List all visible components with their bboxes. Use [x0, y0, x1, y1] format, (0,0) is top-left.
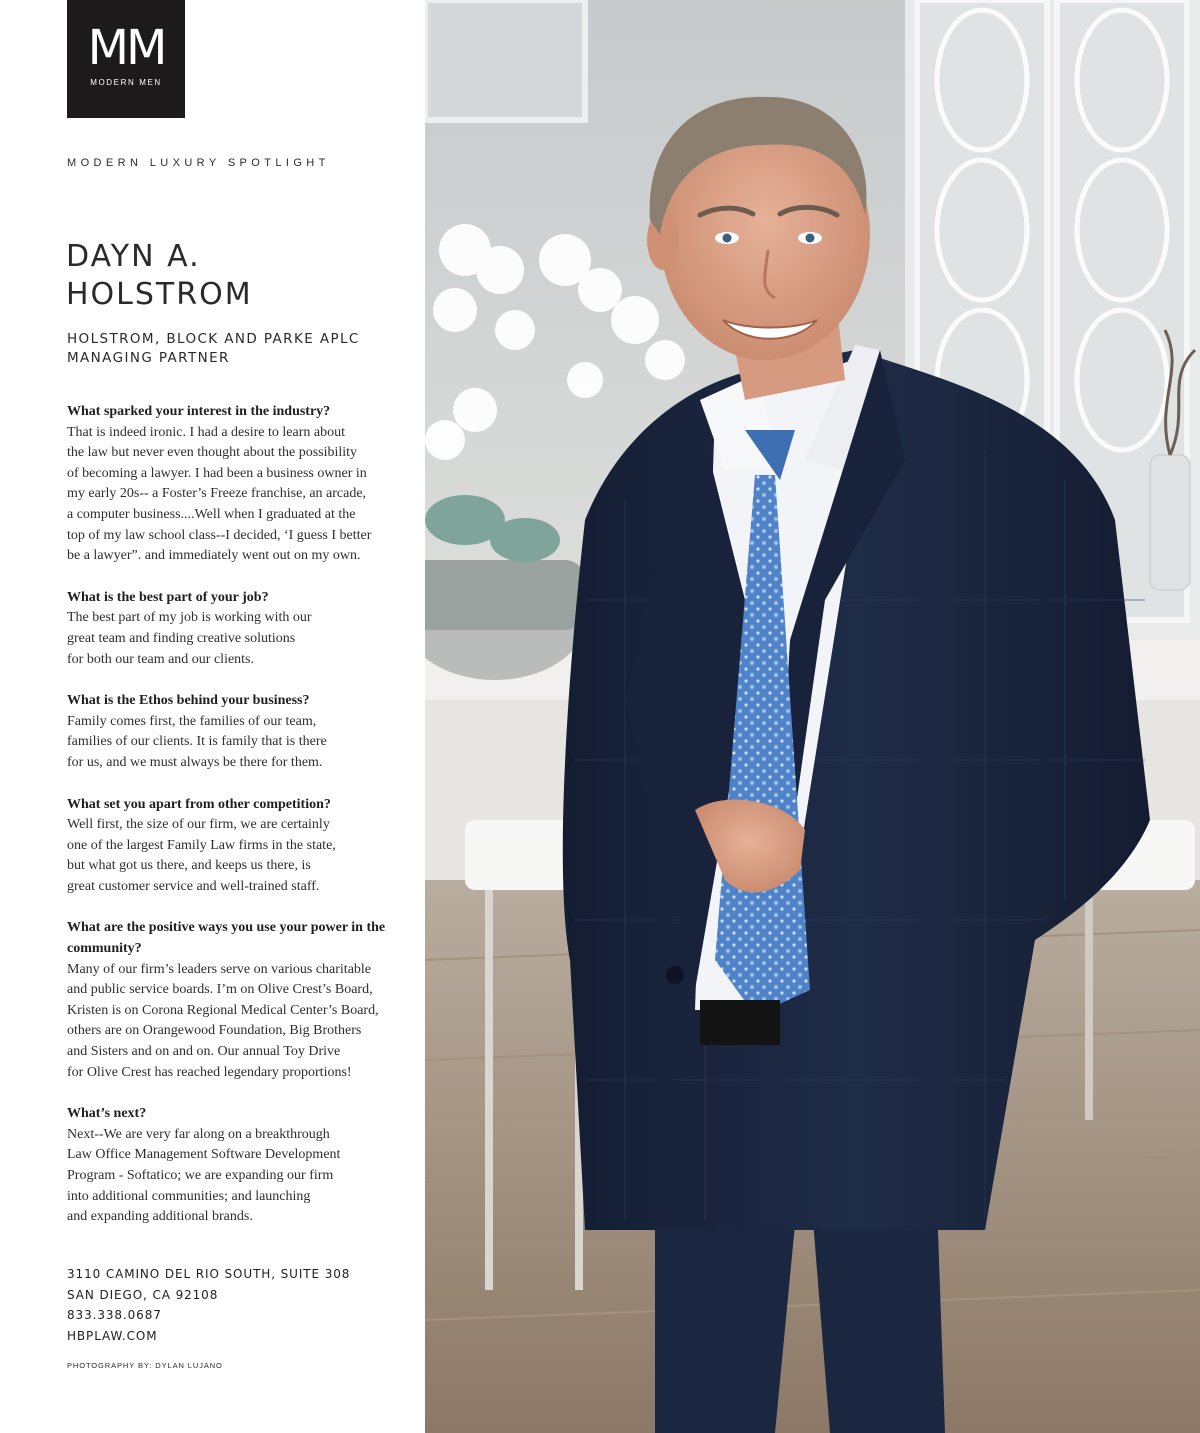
website-link[interactable]: HBPLAW.COM [67, 1328, 158, 1343]
company-name: HOLSTROM, BLOCK AND PARKE APLC [67, 331, 360, 347]
street-address: 3110 CAMINO DEL RIO SOUTH, SUITE 308 [67, 1267, 351, 1281]
answer: Well first, the size of our firm, we are certainly one of the largest Family Law firms in the state, but what got us there, and keeps us there, is great customer service and well-trained staff. [67, 817, 336, 894]
question: What is the Ethos behind your business? [67, 693, 310, 709]
photo-credit: PHOTOGRAPHY BY: DYLAN LUJANO [67, 1361, 223, 1370]
qa-item [67, 795, 412, 898]
question: What are the positive ways you use your power in the community? [67, 920, 386, 957]
qa-item [67, 1104, 412, 1228]
interview-qa [67, 402, 412, 1249]
qa-item [67, 588, 412, 670]
answer: Many of our firm’s leaders serve on various charitable and public service boards. I’m on Olive Crest’s Board, Kristen is on Corona Regional Medical Center’s Board, others are on Orangewood Foundation, Big Brothers and Sisters and on and on. Our annual Toy Drive for Olive Crest has reached legendary proportions! [67, 961, 379, 1080]
logo-subtitle: MODERN MEN [90, 78, 162, 87]
city-address: SAN DIEGO, CA 92108 [67, 1287, 219, 1302]
contact-block [67, 1264, 407, 1346]
portrait-photo [425, 0, 1200, 1433]
profile-name-line1: DAYN A. [66, 239, 201, 274]
qa-item [67, 918, 412, 1083]
qa-item [67, 691, 412, 773]
portrait-illustration [425, 0, 1200, 1433]
answer: Next--We are very far along on a breakthrough Law Office Management Software Development Program - Softatico; we are expanding our firm into additional communities; and launching and expanding additional brands. [67, 1126, 341, 1225]
qa-item [67, 402, 412, 567]
section-kicker: MODERN LUXURY SPOTLIGHT [67, 157, 330, 169]
company-title [67, 330, 407, 368]
profile-name-line2: HOLSTROM [66, 277, 253, 312]
answer: Family comes first, the families of our team, families of our clients. It is family that is there for us, and we must always be there for them. [67, 713, 327, 770]
article-text-column [0, 0, 425, 1433]
modern-men-logo [67, 0, 185, 118]
logo-mark: MM [87, 20, 165, 76]
phone-number[interactable]: 833.338.0687 [67, 1308, 162, 1322]
question: What sparked your interest in the industry? [67, 404, 331, 419]
question: What set you apart from other competition? [67, 796, 331, 812]
answer: The best part of my job is working with our great team and finding creative solutions for both our team and our clients. [67, 610, 312, 667]
answer: That is indeed ironic. I had a desire to learn about the law but never even thought about the possibility of becoming a lawyer. I had been a business owner in my early 20s-- a Foster’s Freeze franchise, an arcade, a computer business....Well when I graduated at the top of my law school class--I decided, ‘I guess I better be a lawyer”. and immediately went out on my own. [67, 424, 372, 564]
job-title: MANAGING PARTNER [67, 350, 230, 366]
question: What’s next? [67, 1106, 147, 1122]
question: What is the best part of your job? [67, 589, 269, 605]
profile-name [66, 238, 406, 314]
